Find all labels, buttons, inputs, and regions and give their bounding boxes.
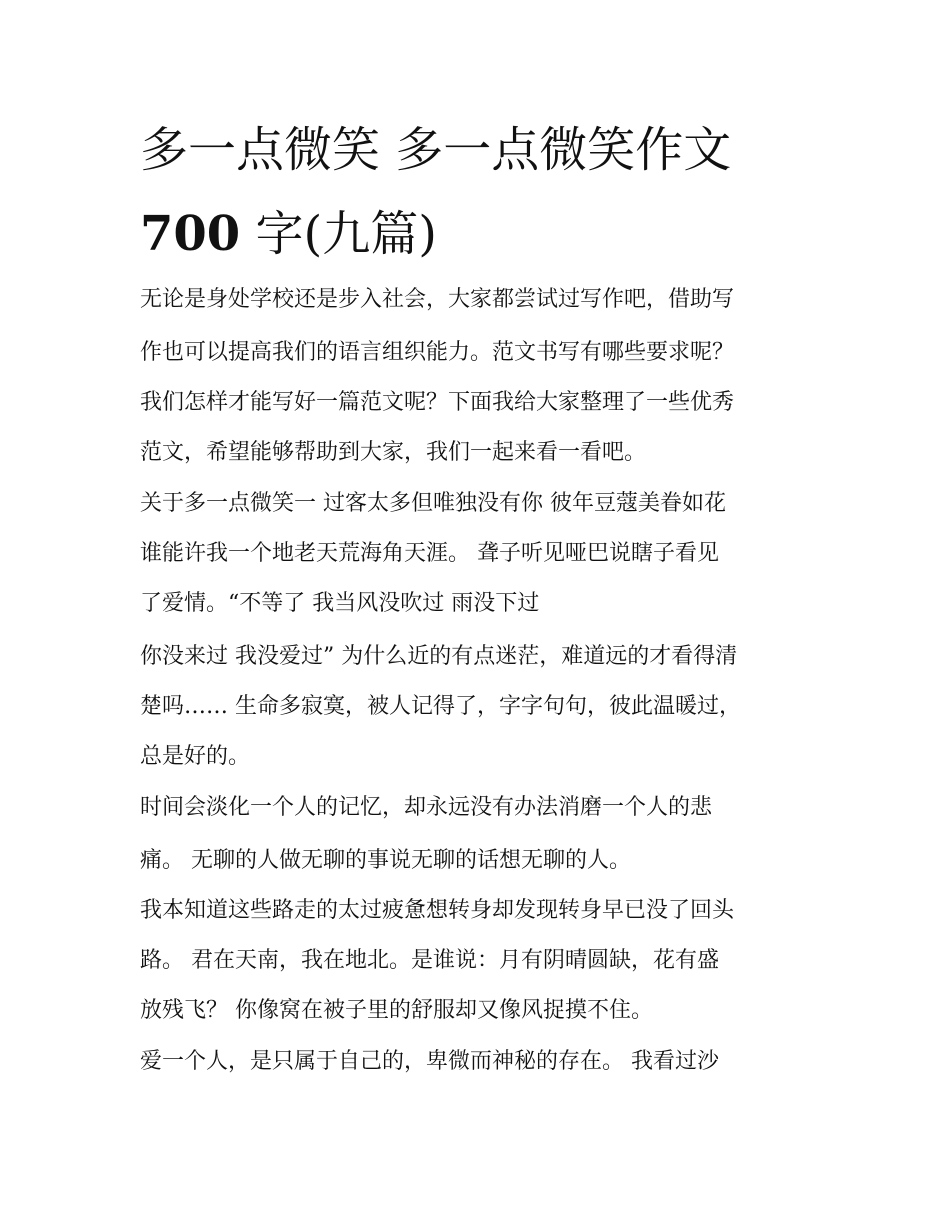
body-line: 时间会淡化一个人的记忆，却永远没有办法消磨一个人的悲 [140,795,713,820]
body-line: 楚吗…… 生命多寂寞，被人记得了，字字句句，彼此温暖过， [140,694,741,719]
body-line: 关于多一点微笑一 过客太多但唯独没有你 彼年豆蔻美眷如花 [140,491,726,516]
body-line: 我本知道这些路走的太过疲惫想转身却发现转身早已没了回头 [140,898,735,923]
body-line: 爱一个人，是只属于自己的，卑微而神秘的存在。 我看过沙 [140,1049,719,1074]
body-line: 范文，希望能够帮助到大家，我们一起来看一看吧。 [140,440,647,465]
body-line: 痛。 无聊的人做无聊的事说无聊的话想无聊的人。 [140,848,631,873]
body-line: 了爱情。“不等了 我当风没吹过 雨没下过 [140,591,540,616]
body-line: 我们怎样才能写好一篇范文呢？下面我给大家整理了一些优秀 [140,390,735,415]
title-line-1: 多一点微笑 多一点微笑作文 [140,122,732,178]
title-number: 700 [140,206,241,262]
body-line: 作也可以提高我们的语言组织能力。范文书写有哪些要求呢？ [140,340,735,365]
body-line: 谁能许我一个地老天荒海角天涯。 聋子听见哑巴说瞎子看见 [140,541,719,566]
page-title [140,108,830,276]
body-line: 你没来过 我没爱过” 为什么近的有点迷茫，难道远的才看得清 [140,644,738,669]
body-line: 放残飞？ 你像窝在被子里的舒服却又像风捉摸不住。 [140,998,653,1023]
body-line: 总是好的。 [140,744,251,769]
title-suffix: 字(九篇) [240,206,437,262]
body-line: 无论是身处学校还是步入社会，大家都尝试过写作吧，借助写 [140,287,735,312]
body-line: 路。 君在天南，我在地北。是谁说：月有阴晴圆缺，花有盛 [140,948,719,973]
